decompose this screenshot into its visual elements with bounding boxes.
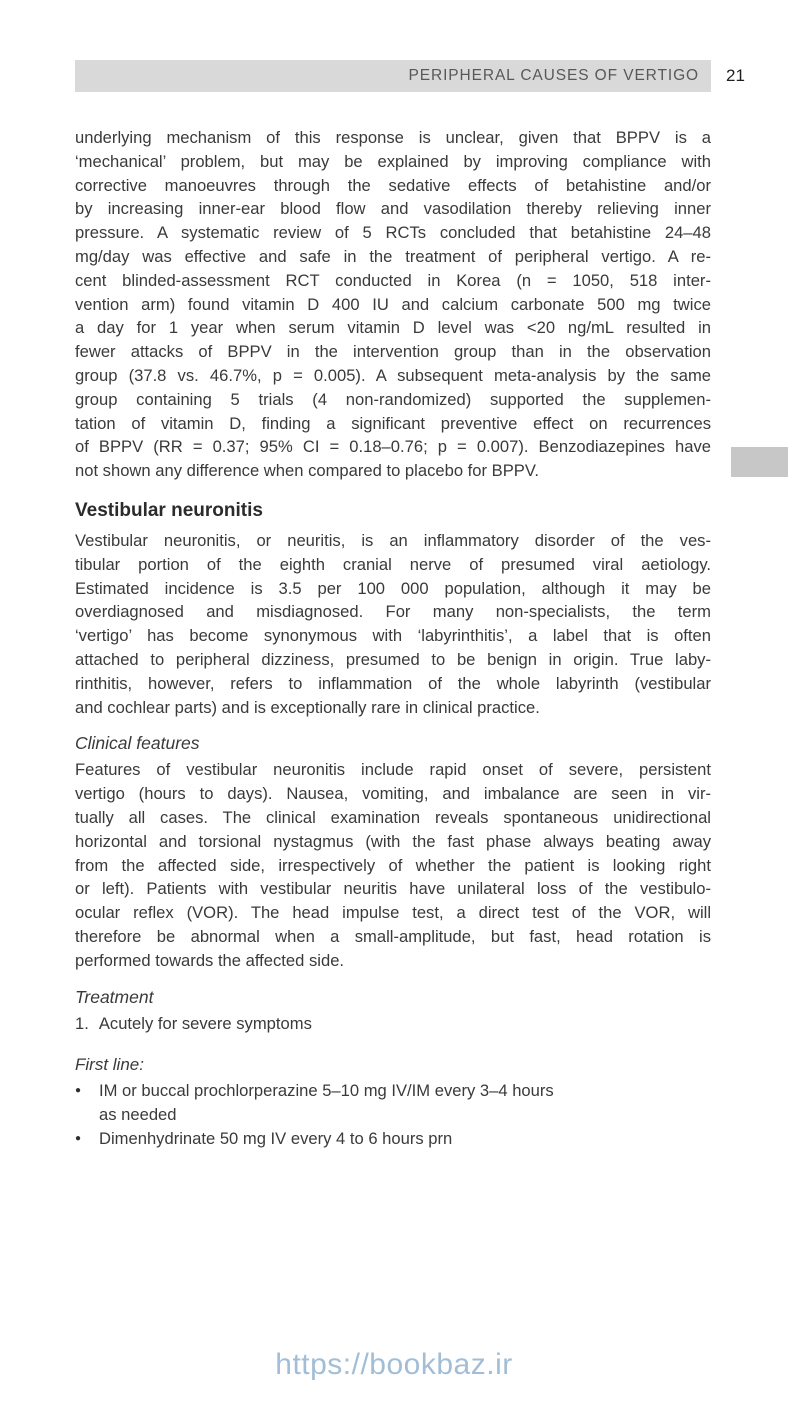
watermark-url: https://bookbaz.ir [275, 1348, 513, 1381]
first-line-label: First line: [75, 1055, 144, 1075]
treatment-numbered-item [75, 1012, 711, 1036]
bullet-icon: ● [75, 1132, 82, 1144]
text-line: therefore be abnormal when a small-amplitude, but fast, head rotation is [75, 926, 711, 946]
text-line: of BPPV (RR = 0.37; 95% CI = 0.18–0.76; p = 0.007). Benzodiazepines have [75, 437, 711, 457]
text-line: by increasing inner-ear blood flow and vasodilation thereby relieving inner [75, 199, 711, 219]
text-line: attached to peripheral dizziness, presumed to be benign in origin. True laby- [75, 649, 711, 669]
text-line: Features of vestibular neuronitis include rapid onset of severe, persistent [75, 760, 711, 780]
text-line: group containing 5 trials (4 non-randomized) supported the supplemen- [75, 389, 711, 409]
treatment-bullet-list [75, 1079, 711, 1150]
list-item [75, 1127, 711, 1151]
paragraph-betahistine-vitamin-d [75, 126, 711, 483]
section-thumb-tab [731, 447, 788, 477]
bullet-text [99, 1127, 711, 1151]
bullet-icon: ● [75, 1085, 82, 1097]
text-line: horizontal and torsional nystagmus (with the fast phase always beating away [75, 831, 711, 851]
text-line: pressure. A systematic review of 5 RCTs concluded that betahistine 24–48 [75, 223, 711, 243]
text-line: cent blinded-assessment RCT conducted in Korea (n = 1050, 518 inter- [75, 270, 711, 290]
text-line: ocular reflex (VOR). The head impulse test, a direct test of the VOR, will [75, 903, 711, 923]
text-line: fewer attacks of BPPV in the intervention group than in the observation [75, 342, 711, 362]
text-line: overdiagnosed and misdiagnosed. For many non-specialists, the term [75, 602, 711, 622]
list-item [75, 1079, 711, 1127]
text-line: not shown any difference when compared to placebo for BPPV. [75, 461, 540, 481]
text-line: and cochlear parts) and is exceptionally rare in clinical practice. [75, 697, 540, 717]
text-line: or left). Patients with vestibular neuritis have unilateral loss of the vestibulo- [75, 879, 711, 899]
section-heading-vestibular-neuronitis: Vestibular neuronitis [75, 499, 263, 521]
text-line: tually all cases. The clinical examination reveals spontaneous unidirectional [75, 807, 711, 827]
paragraph-clinical-features [75, 758, 711, 972]
text-line: underlying mechanism of this response is unclear, given that BPPV is a [75, 128, 711, 147]
text-line: corrective manoeuvres through the sedative effects of betahistine and/or [75, 175, 711, 195]
text-line: from the affected side, irrespectively of whether the patient is looking right [75, 855, 711, 875]
text-line: vertigo (hours to days). Nausea, vomiting, and imbalance are seen in vir- [75, 784, 711, 804]
paragraph-vestibular-neuronitis [75, 529, 711, 719]
running-head-bar [75, 60, 711, 92]
subheading-clinical-features: Clinical features [75, 733, 200, 754]
text-line: group (37.8 vs. 46.7%, p = 0.005). A subsequent meta-analysis by the same [75, 365, 711, 385]
item-number: 1. [75, 1013, 89, 1033]
text-line: a day for 1 year when serum vitamin D level was <20 ng/mL resulted in [75, 318, 711, 338]
text-line: ‘vertigo’ has become synonymous with ‘labyrinthitis’, a label that is often [75, 626, 711, 646]
text-line: performed towards the affected side. [75, 950, 345, 970]
running-head-title: PERIPHERAL CAUSES OF VERTIGO [408, 67, 699, 84]
text-line: mg/day was effective and safe in the treatment of peripheral vertigo. A re- [75, 246, 711, 266]
text-line: vention arm) found vitamin D 400 IU and calcium carbonate 500 mg twice [75, 294, 711, 314]
subheading-treatment: Treatment [75, 986, 154, 1007]
text-line: tibular portion of the eighth cranial nerve of presumed viral aetiology. [75, 554, 711, 574]
bullet-line: IM or buccal prochlorperazine 5–10 mg IV/IM every 3–4 hours [99, 1081, 554, 1101]
item-text: Acutely for severe symptoms [98, 1013, 312, 1033]
text-line: rinthitis, however, refers to inflammation of the whole labyrinth (vestibular [75, 673, 711, 693]
text-line: Vestibular neuronitis, or neuritis, is an inflammatory disorder of the ves- [75, 530, 711, 550]
bullet-line: as needed [99, 1105, 177, 1125]
text-line: tation of vitamin D, finding a significant preventive effect on recurrences [75, 413, 711, 433]
bullet-text [99, 1079, 711, 1127]
page-content [75, 126, 711, 1151]
text-line: ‘mechanical’ problem, but may be explained by improving compliance with [75, 151, 711, 171]
text-line: Estimated incidence is 3.5 per 100 000 population, although it may be [75, 578, 711, 598]
page-number: 21 [726, 66, 745, 85]
page-header [75, 60, 745, 92]
bullet-line: Dimenhydrinate 50 mg IV every 4 to 6 hours prn [99, 1128, 453, 1148]
